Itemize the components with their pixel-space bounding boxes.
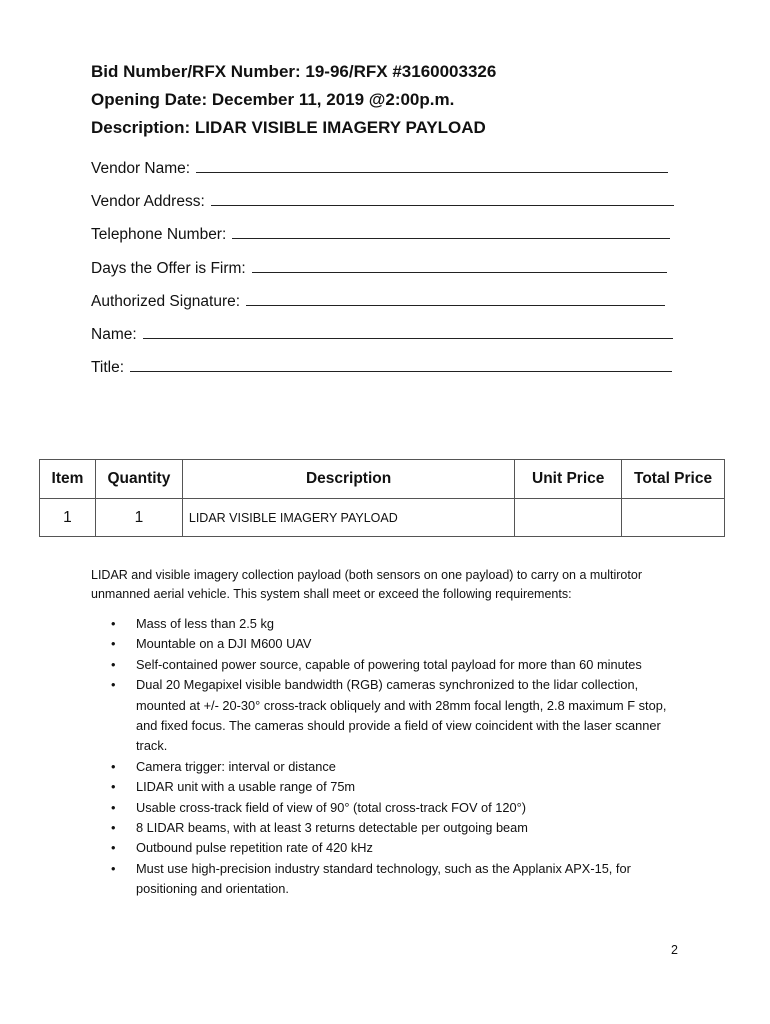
list-item: • Dual 20 Megapixel visible bandwidth (RGB) cameras synchronized to the lidar collection, mounted at +/- 20-30° cross-track obliquely and with 28mm focal length, 2.8 maximum F stop, and fixed focus. The cameras should provide a field of view coincident with the laser scanner track. bbox=[111, 677, 667, 754]
header-total-price: Total Price bbox=[622, 460, 725, 499]
telephone-number-label: Telephone Number: bbox=[91, 226, 227, 244]
requirement-text: Camera trigger: interval or distance bbox=[136, 758, 336, 774]
days-offer-firm-field bbox=[91, 258, 691, 291]
cell-total-price[interactable] bbox=[622, 499, 725, 537]
document-header bbox=[91, 58, 496, 142]
vendor-address-blank[interactable] bbox=[211, 191, 674, 206]
intro-paragraph: LIDAR and visible imagery collection payload (both sensors on one payload) to carry on a multirotor unmanned aerial vehicle. This system shall meet or exceed the following requirements: bbox=[91, 568, 642, 601]
vendor-name-blank[interactable] bbox=[196, 158, 668, 173]
list-item: • Outbound pulse repetition rate of 420 kHz bbox=[111, 840, 373, 856]
authorized-signature-blank[interactable] bbox=[246, 291, 665, 306]
list-item: • Mountable on a DJI M600 UAV bbox=[111, 636, 312, 652]
bid-number-line: Bid Number/RFX Number: 19-96/RFX #3160003326 bbox=[91, 62, 497, 81]
requirement-text: Mass of less than 2.5 kg bbox=[136, 616, 274, 631]
name-label: Name: bbox=[91, 325, 137, 343]
requirement-text: Self-contained power source, capable of powering total payload for more than 60 minutes bbox=[136, 656, 642, 672]
vendor-name-field bbox=[91, 158, 691, 191]
list-item: • Usable cross-track field of view of 90° (total cross-track FOV of 120°) bbox=[111, 799, 527, 815]
requirement-text: Must use high-precision industry standard technology, such as the Applanix APX-15, for positioning and orientation. bbox=[136, 860, 631, 897]
cell-unit-price[interactable] bbox=[515, 499, 622, 537]
requirement-text: 8 LIDAR beams, with at least 3 returns detectable per outgoing beam bbox=[136, 820, 528, 836]
header-item: Item bbox=[40, 460, 96, 499]
title-blank[interactable] bbox=[130, 357, 672, 372]
list-item: • 8 LIDAR beams, with at least 3 returns detectable per outgoing beam bbox=[111, 820, 528, 836]
name-blank[interactable] bbox=[143, 324, 673, 339]
list-item: • Mass of less than 2.5 kg bbox=[111, 616, 274, 631]
days-offer-firm-label: Days the Offer is Firm: bbox=[91, 259, 246, 277]
cell-description: LIDAR VISIBLE IMAGERY PAYLOAD bbox=[182, 499, 514, 537]
header-unit-price: Unit Price bbox=[515, 460, 622, 499]
vendor-name-label: Vendor Name: bbox=[91, 160, 191, 177]
vendor-address-field bbox=[91, 191, 691, 224]
vendor-address-label: Vendor Address: bbox=[91, 193, 205, 211]
title-field bbox=[91, 357, 691, 390]
table-row bbox=[40, 499, 725, 537]
title-label: Title: bbox=[91, 359, 125, 377]
list-item: • Self-contained power source, capable of powering total payload for more than 60 minutes bbox=[111, 656, 642, 672]
opening-date-line: Opening Date: December 11, 2019 @2:00p.m. bbox=[91, 90, 455, 109]
requirement-text: Usable cross-track field of view of 90° (total cross-track FOV of 120°) bbox=[136, 799, 527, 815]
telephone-number-blank[interactable] bbox=[232, 224, 670, 239]
header-description: Description bbox=[182, 460, 514, 499]
description-line: Description: LIDAR VISIBLE IMAGERY PAYLOAD bbox=[91, 118, 486, 137]
telephone-number-field bbox=[91, 224, 691, 257]
list-item: • LIDAR unit with a usable range of 75m bbox=[111, 779, 356, 795]
list-item: • Must use high-precision industry standard technology, such as the Applanix APX-15, for positioning and orientation. bbox=[111, 860, 631, 897]
cell-quantity: 1 bbox=[95, 499, 182, 537]
cell-item: 1 bbox=[40, 499, 96, 537]
requirement-text: Outbound pulse repetition rate of 420 kHz bbox=[136, 840, 373, 856]
header-quantity: Quantity bbox=[95, 460, 182, 499]
requirement-text: LIDAR unit with a usable range of 75m bbox=[136, 779, 356, 795]
requirement-text: Dual 20 Megapixel visible bandwidth (RGB) cameras synchronized to the lidar collection, mounted at +/- 20-30° cross-track obliquely and with 28mm focal length, 2.8 maximum F stop, and fixed focus. The cameras should provide a field of view coincident with the laser scanner track. bbox=[136, 677, 667, 754]
table-header-row bbox=[40, 460, 725, 499]
authorized-signature-field bbox=[91, 291, 691, 324]
requirements-list bbox=[91, 614, 691, 900]
name-field bbox=[91, 324, 691, 357]
authorized-signature-label: Authorized Signature: bbox=[91, 292, 241, 310]
list-item: • Camera trigger: interval or distance bbox=[111, 758, 336, 774]
vendor-fields bbox=[91, 158, 691, 390]
days-offer-firm-blank[interactable] bbox=[252, 258, 667, 273]
items-table bbox=[39, 459, 725, 537]
page-number: 2 bbox=[671, 943, 678, 957]
requirement-text: Mountable on a DJI M600 UAV bbox=[136, 636, 312, 652]
